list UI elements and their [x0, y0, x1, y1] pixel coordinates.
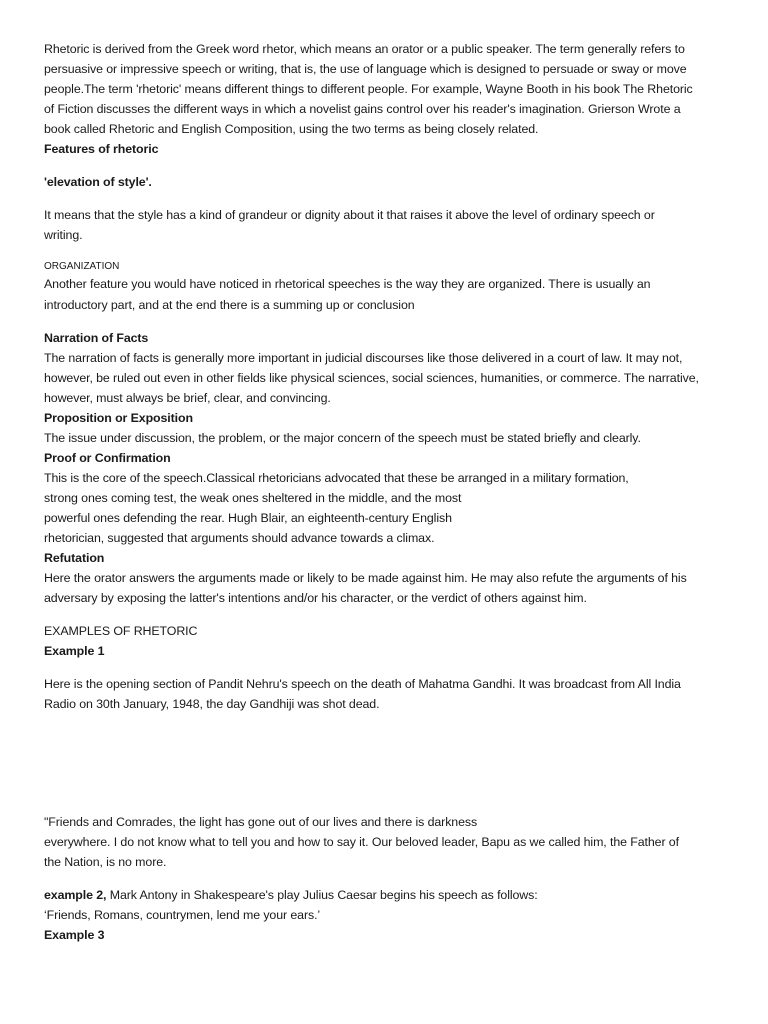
narration-line: however, be ruled out even in other fields like physical sciences, social sciences, humanities, or commerce. The narrative,: [44, 371, 699, 385]
example3-heading: Example 3: [44, 928, 105, 942]
proof-heading: Proof or Confirmation: [44, 451, 171, 465]
refutation-line: adversary by exposing the latter's intentions and/or his character, or the verdict of others against him.: [44, 591, 587, 605]
refutation-heading: Refutation: [44, 551, 105, 565]
elevation-heading: 'elevation of style'.: [44, 175, 152, 189]
example2-label: example 2,: [44, 888, 107, 902]
proof-line: strong ones coming test, the weak ones sheltered in the middle, and the most: [44, 491, 462, 505]
intro-line: of Fiction discusses the different ways in which a novelist gains control over his reader's imagination. Grierson Wrote a: [44, 102, 681, 116]
example2-line: [44, 887, 538, 903]
proposition-heading: Proposition or Exposition: [44, 411, 193, 425]
organization-line: introductory part, and at the end there is a summing up or conclusion: [44, 298, 415, 312]
example2-quote: ‘Friends, Romans, countrymen, lend me your ears.’: [44, 908, 321, 922]
refutation-line: Here the orator answers the arguments made or likely to be made against him. He may also refute the arguments of his: [44, 571, 687, 585]
examples-heading: EXAMPLES OF RHETORIC: [44, 624, 198, 638]
quote-line: "Friends and Comrades, the light has gone out of our lives and there is darkness: [44, 815, 478, 829]
organization-heading: ORGANIZATION: [44, 261, 120, 272]
intro-line: Rhetoric is derived from the Greek word rhetor, which means an orator or a public speaker. The term generally refers to: [44, 42, 685, 56]
quote-line: everywhere. I do not know what to tell you and how to say it. Our beloved leader, Bapu as we called him, the Father of: [44, 835, 679, 849]
proof-line: powerful ones defending the rear. Hugh Blair, an eighteenth-century English: [44, 511, 452, 525]
example1-heading: Example 1: [44, 644, 105, 658]
narration-line: The narration of facts is generally more important in judicial discourses like those delivered in a court of law. It may not,: [44, 351, 683, 365]
narration-line: however, must always be brief, clear, and convincing.: [44, 391, 331, 405]
proof-line: This is the core of the speech.Classical rhetoricians advocated that these be arranged in a military formation,: [44, 471, 629, 485]
example1-line: Radio on 30th January, 1948, the day Gandhiji was shot dead.: [44, 697, 380, 711]
intro-line: people.The term 'rhetoric' means different things to different people. For example, Wayne Booth in his book The Rhetoric: [44, 82, 693, 96]
intro-line: book called Rhetoric and English Composition, using the two terms as being closely related.: [44, 122, 539, 136]
example1-line: Here is the opening section of Pandit Nehru's speech on the death of Mahatma Gandhi. It was broadcast from All India: [44, 677, 681, 691]
features-heading: Features of rhetoric: [44, 142, 159, 156]
proof-line: rhetorician, suggested that arguments should advance towards a climax.: [44, 531, 435, 545]
organization-line: Another feature you would have noticed in rhetorical speeches is the way they are organized. There is usually an: [44, 277, 651, 291]
intro-line: persuasive or impressive speech or writing, that is, the use of language which is designed to persuade or sway or move: [44, 62, 687, 76]
narration-heading: Narration of Facts: [44, 331, 149, 345]
elevation-line: writing.: [44, 228, 83, 242]
quote-line: the Nation, is no more.: [44, 855, 167, 869]
example2-text: Mark Antony in Shakespeare's play Julius Caesar begins his speech as follows:: [106, 888, 538, 902]
elevation-line: It means that the style has a kind of grandeur or dignity about it that raises it above the level of ordinary speech or: [44, 208, 655, 222]
proposition-line: The issue under discussion, the problem, or the major concern of the speech must be stated briefly and clearly.: [44, 431, 641, 445]
